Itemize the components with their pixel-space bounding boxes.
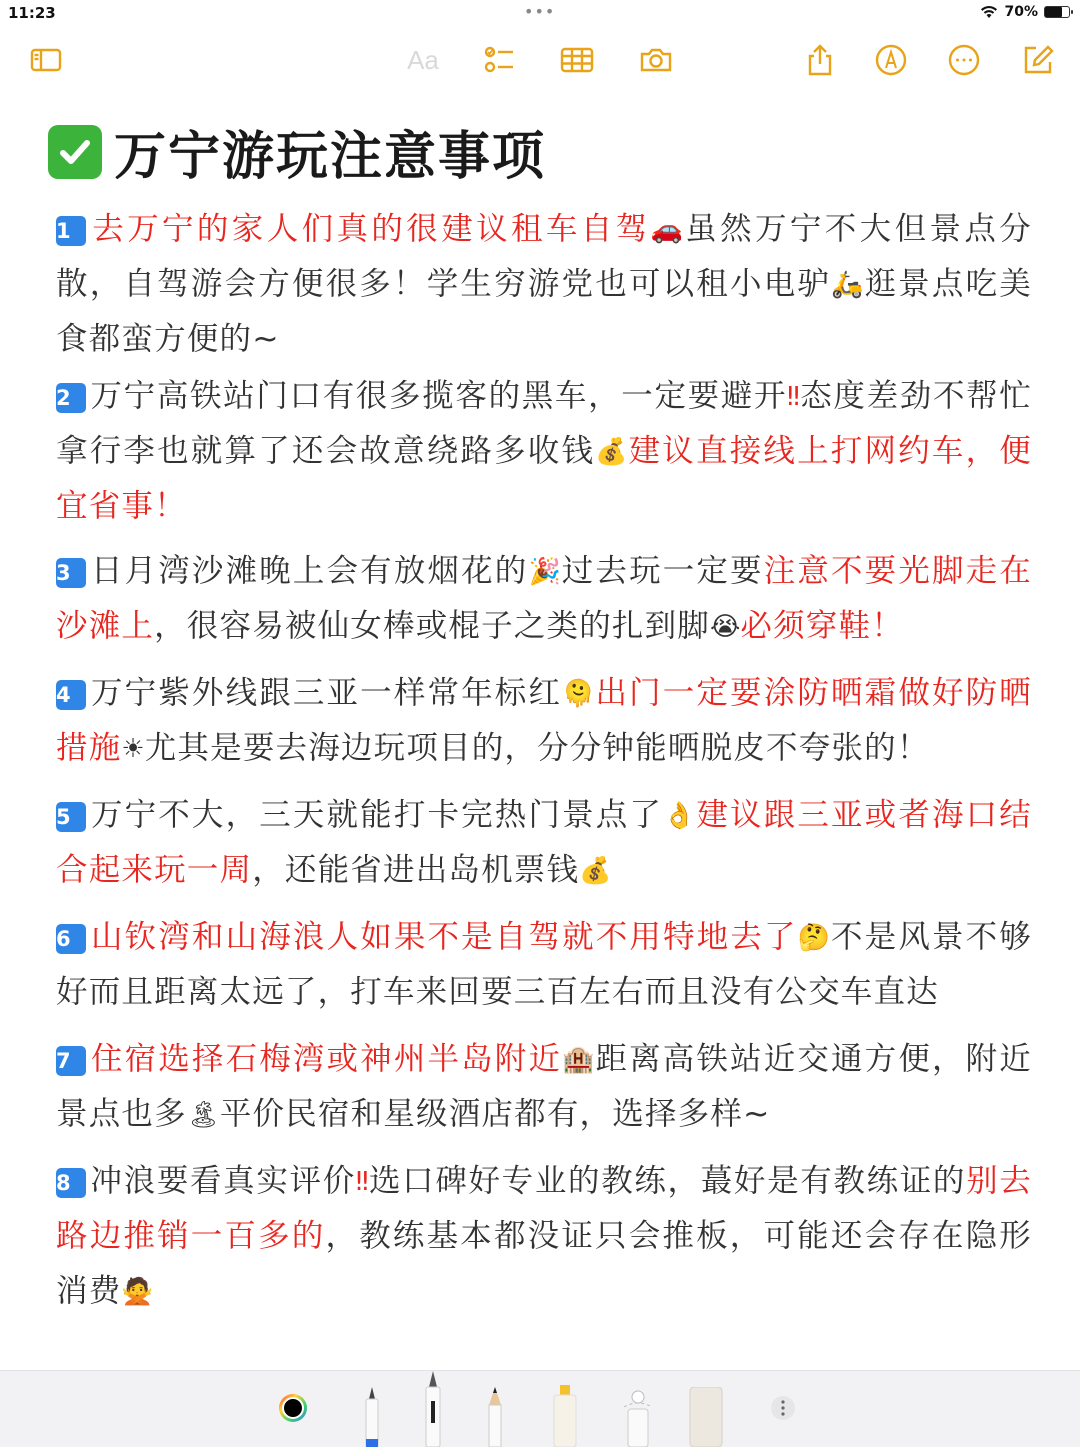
note-item-2 <box>56 369 1032 534</box>
note-item-8 <box>56 1154 1032 1319</box>
notes-toolbar <box>0 40 1080 80</box>
highlighted-text: 别去路边推销一百多的 <box>56 1163 1032 1254</box>
markup-icon[interactable] <box>871 40 911 80</box>
pencil-tool[interactable] <box>484 1387 506 1451</box>
body-text: 尤其是要去海边玩项目的，分分钟能晒脱皮不夸张的！ <box>144 730 930 766</box>
note-title: 万宁游玩注意事项 <box>114 127 547 187</box>
table-icon[interactable] <box>557 40 597 80</box>
note-item-6 <box>56 910 1032 1020</box>
camera-icon[interactable] <box>636 40 676 80</box>
emoji-icon: 🙅 <box>121 1277 154 1307</box>
emoji-icon: 🛵 <box>831 270 864 300</box>
body-text: 距离高铁站近交通方便，附近景点也多 <box>56 1041 1032 1132</box>
emoji-icon: 💰 <box>579 856 612 886</box>
note-item-4 <box>56 666 1032 776</box>
highlighted-text: 住宿选择石梅湾或神州半岛附近 <box>90 1041 563 1077</box>
body-text: ，很容易被仙女棒或棍子之类的扎到脚 <box>154 608 711 644</box>
body-text: 逛景点吃美食都蛮方便的~ <box>56 266 1032 357</box>
body-text: 不是风景不够好而且距离太远了，打车来回要三百左右而且没有公交车直达 <box>56 919 1033 1010</box>
highlighted-text: 山钦湾和山海浪人如果不是自驾就不用特地去了 <box>90 919 798 955</box>
fountain-pen-tool[interactable] <box>422 1371 444 1451</box>
body-text: 日月湾沙滩晚上会有放烟花的 <box>90 553 529 589</box>
eraser-tool[interactable] <box>688 1387 724 1451</box>
emoji-icon: 👌 <box>663 801 696 831</box>
note-item-5 <box>56 788 1032 898</box>
highlighted-text: 建议跟三亚或者海口结合起来玩一周 <box>56 797 1032 888</box>
emoji-icon: ‼ <box>787 382 800 412</box>
body-text: 选口碑好专业的教练，蕞好是有教练证的 <box>368 1163 967 1199</box>
highlighted-text: 出门一定要涂防晒霜做好防晒措施 <box>56 675 1032 766</box>
highlighter-tool[interactable] <box>550 1385 580 1451</box>
check-mark-icon <box>48 125 102 179</box>
emoji-icon: 🏨 <box>562 1045 595 1075</box>
battery-percent: 70% <box>1004 4 1038 20</box>
format-text-icon: Aa <box>407 44 439 75</box>
status-bar <box>0 0 1080 26</box>
number-badge-icon: 5 <box>56 802 86 832</box>
sidebar-icon[interactable] <box>26 40 66 80</box>
body-text: 过去玩一定要 <box>560 553 764 589</box>
checklist-icon[interactable] <box>479 40 519 80</box>
number-badge-icon: 7 <box>56 1046 86 1076</box>
body-text: 冲浪要看真实评价 <box>90 1163 356 1199</box>
note-item-3 <box>56 544 1032 654</box>
emoji-icon: 🫠 <box>562 679 595 709</box>
body-text: 万宁高铁站门口有很多揽客的黑车，一定要避开 <box>90 378 788 414</box>
pen-tray <box>0 1370 1080 1447</box>
highlighted-text: 建议直接线上打网约车，便宜省事！ <box>56 433 1033 524</box>
emoji-icon: 😭 <box>710 612 741 642</box>
emoji-icon: 💰 <box>595 437 628 467</box>
color-picker[interactable] <box>278 1393 308 1427</box>
number-badge-icon: 2 <box>56 383 86 413</box>
multitasking-dots[interactable]: ••• <box>524 2 556 21</box>
body-text: ，还能省进出岛机票钱 <box>252 852 580 888</box>
body-text: 平价民宿和星级酒店都有，选择多样~ <box>219 1096 771 1132</box>
compose-icon[interactable] <box>1018 40 1058 80</box>
note-title-row <box>48 114 546 189</box>
tray-more-icon[interactable] <box>770 1395 796 1425</box>
note-item-7 <box>56 1032 1032 1142</box>
number-badge-icon: 3 <box>56 558 86 588</box>
number-badge-icon: 8 <box>56 1168 86 1198</box>
emoji-icon: ☀ <box>121 734 145 764</box>
emoji-icon: 🤔 <box>797 923 831 953</box>
pen-tool[interactable] <box>362 1387 382 1451</box>
note-item-1 <box>56 202 1032 367</box>
emoji-icon: 🚗 <box>650 215 683 245</box>
more-icon[interactable] <box>944 40 984 80</box>
body-text: 虽然万宁不大但景点分散，自驾游会方便很多！学生穷游党也可以租小电驴 <box>56 211 1032 302</box>
body-text: 万宁紫外线跟三亚一样常年标红 <box>90 675 563 711</box>
emoji-icon: 🏝 <box>186 1100 220 1130</box>
ruler-lasso-tool[interactable] <box>618 1385 658 1451</box>
status-right <box>980 4 1070 20</box>
highlighted-text: 注意不要光脚走在沙滩上 <box>56 553 1032 644</box>
format-text-button[interactable] <box>403 40 443 80</box>
wifi-icon <box>980 5 998 19</box>
number-badge-icon: 4 <box>56 680 86 710</box>
battery-icon <box>1044 6 1070 18</box>
number-badge-icon: 6 <box>56 924 86 954</box>
body-text: 态度差劲不帮忙拿行李也就算了还会故意绕路多收钱 <box>56 378 1033 469</box>
body-text: 万宁不大，三天就能打卡完热门景点了 <box>90 797 664 833</box>
status-time: 11:23 <box>8 4 56 22</box>
highlighted-text: 去万宁的家人们真的很建议租车自驾 <box>90 211 651 247</box>
number-badge-icon: 1 <box>56 216 86 246</box>
emoji-icon: ‼ <box>355 1167 369 1197</box>
battery-fill <box>1045 7 1062 17</box>
note-body[interactable] <box>56 202 1032 1319</box>
body-text: ，教练基本都没证只会推板，可能还会存在隐形消费 <box>56 1218 1032 1309</box>
emoji-icon: 🎉 <box>528 557 561 587</box>
share-icon[interactable] <box>800 40 840 80</box>
highlighted-text: 必须穿鞋！ <box>740 608 904 644</box>
